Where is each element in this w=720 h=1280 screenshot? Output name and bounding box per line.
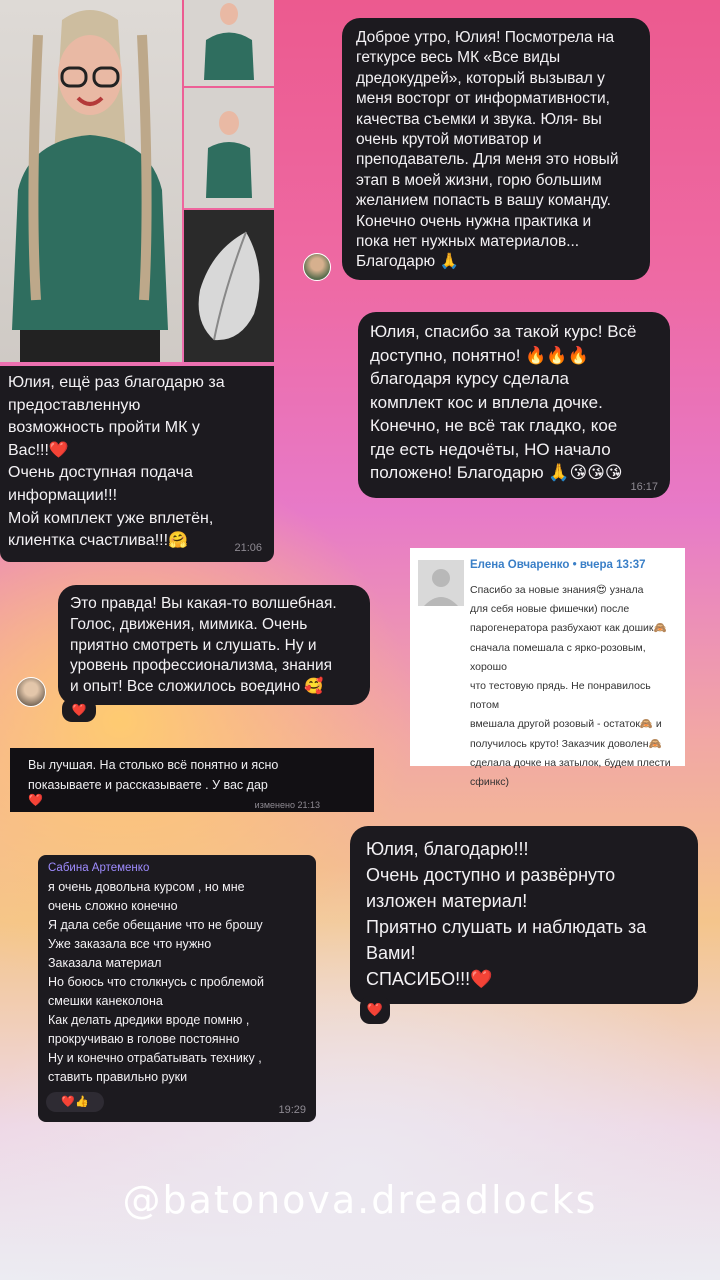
message-bubble-morning	[342, 18, 650, 280]
message-time: 21:06	[234, 542, 262, 554]
comment-text: Спасибо за новые знания😍 узнала для себя новые фишечки) после парогенератора разбухают как дошик🙈 сначала помешала с ярко-розовым, хорошо что тестовую прядь. Не понравилось потом вмешала другой розовый - остаток🙈 и получилось круто! Заказчик доволен🙈 сделала дочке на затылок, будем плести сфинкс)	[470, 584, 671, 789]
message-text: Это правда! Вы какая-то волшебная. Голос, движения, мимика. Очень приятно смотреть и слушать. Ну и уровень профессионализма, знания и опыт! Все сложилось воедино 🥰	[70, 595, 337, 696]
comment-author[interactable]: Елена Овчаренко	[470, 559, 570, 571]
reactions[interactable]: ❤️👍	[46, 1092, 104, 1112]
message-bubble-material	[350, 826, 698, 1004]
comment-card	[410, 548, 685, 789]
photo-thumb-2	[184, 88, 274, 208]
avatar-placeholder-icon	[418, 560, 464, 606]
message-time: 19:29	[278, 1104, 306, 1116]
main-photo	[0, 0, 182, 362]
message-text: Юлия, спасибо за такой курс! Всё доступно, понятно! 🔥🔥🔥 благодаря курсу сделала комплект кос и вплела дочке. Конечно, не всё так гладко, кое где есть недочёты, НО начало положено! Благодарю 🙏😘😘😘	[370, 322, 637, 482]
sender-avatar	[16, 677, 46, 707]
message-bubble-course-thanks	[358, 312, 670, 498]
sender-avatar	[303, 253, 331, 281]
message-bubble-again-thanks	[0, 366, 274, 562]
message-text: Доброе утро, Юлия! Посмотрела на геткурсе весь МК «Все виды дредокудрей», который вызывал у меня восторг от информативности, качества съемки и звука. Юля- вы очень крутой мотиватор и преподаватель. Для меня это новый этап в моей жизни, горю большим желанием попасть в вашу команду. Конечно очень нужна практика и пока нет нужных материалов... Благодарю 🙏	[356, 29, 619, 271]
comment-time: • вчера 13:37	[572, 559, 646, 571]
photo-thumb-1	[184, 0, 274, 86]
message-author[interactable]: Сабина Артеменко	[48, 862, 150, 874]
message-text: Юлия, ещё раз благодарю за предоставленную возможность пройти МК у Вас!!!❤️ Очень доступная подача информации!!! Мой комплект уже вплетён, клиентка счастлива!!!🤗	[8, 374, 225, 550]
heart-icon: ❤️	[28, 793, 43, 807]
reaction-heart[interactable]: ❤️	[62, 698, 96, 722]
message-bubble-best	[10, 748, 374, 812]
message-bubble-course-happy	[38, 855, 316, 1122]
watermark: @batonova.dreadlocks	[122, 1178, 598, 1222]
message-text: Вы лучшая. На столько всё понятно и ясно показываете и рассказываете . У вас дар	[28, 758, 279, 792]
leaf-image	[184, 210, 274, 362]
message-text: я очень довольна курсом , но мне очень сложно конечно Я дала себе обещание что не брошу Уже заказала все что нужно Заказала материал Но боюсь что столкнусь с проблемой смешки канеколона Как делать дредики вроде помню , прокручиваю в голове постоянно Ну и конечно отрабатывать технику , ставить правильно руки	[48, 880, 264, 1084]
message-time: изменено 21:13	[254, 800, 320, 810]
reaction-heart[interactable]: ❤️	[360, 996, 390, 1024]
message-text: Юлия, благодарю!!! Очень доступно и развёрнуто изложен материал! Приятно слушать и наблюдать за Вами! СПАСИБО!!!❤️	[366, 839, 647, 989]
message-bubble-magic	[58, 585, 370, 705]
message-time: 16:17	[630, 481, 658, 493]
